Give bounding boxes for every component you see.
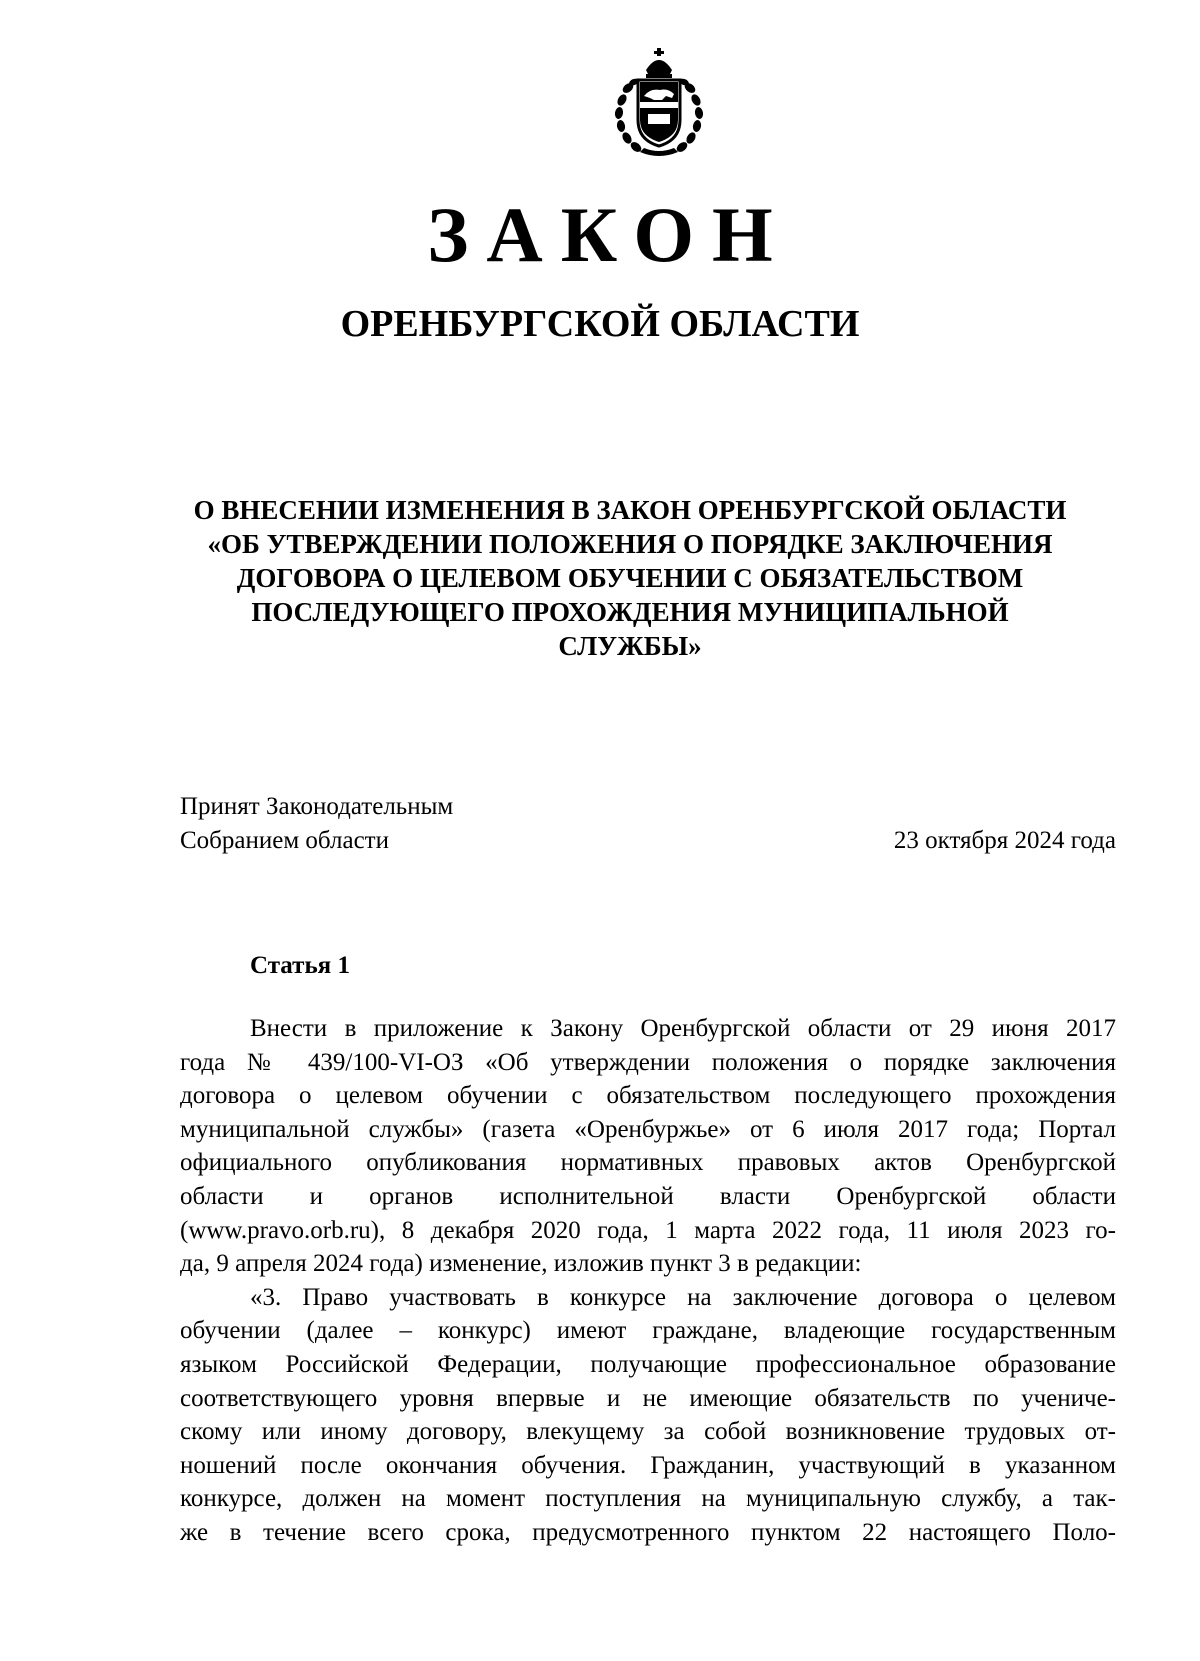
body-line: обучении (далее – конкурс) имеют граждане, владеющие государственным	[180, 1317, 1116, 1345]
law-name-line: «ОБ УТВЕРЖДЕНИИ ПОЛОЖЕНИЯ О ПОРЯДКЕ ЗАКЛЮЧЕНИЯ	[207, 529, 1053, 559]
adoption-statement	[180, 790, 453, 858]
body-line: Внести в приложение к Закону Оренбургской области от 29 июня 2017	[250, 1015, 1116, 1042]
adoption-line: Принят Законодательным	[180, 793, 454, 820]
body-line: языком Российской Федерации, получающие профессиональное образование	[180, 1350, 1116, 1378]
law-name-line: ДОГОВОРА О ЦЕЛЕВОМ ОБУЧЕНИИ С ОБЯЗАТЕЛЬСТВОМ	[236, 563, 1024, 593]
adoption-line: Собранием области	[180, 827, 389, 854]
law-name-line: ПОСЛЕДУЮЩЕГО ПРОХОЖДЕНИЯ МУНИЦИПАЛЬНОЙ	[251, 597, 1009, 627]
law-name-line: О ВНЕСЕНИИ ИЗМЕНЕНИЯ В ЗАКОН ОРЕНБУРГСКОЙ ОБЛАСТИ	[193, 495, 1067, 525]
body-line: области и органов исполнительной власти Оренбургской области	[180, 1182, 1116, 1210]
coat-of-arms-emblem	[610, 48, 708, 158]
law-name	[150, 493, 1110, 663]
body-line: (www.pravo.orb.ru), 8 декабря 2020 года, 1 марта 2022 года, 11 июля 2023 го-	[180, 1216, 1116, 1244]
body-line: конкурсе, должен на момент поступления на муниципальную службу, а так-	[180, 1485, 1116, 1513]
body-line: официального опубликования нормативных правовых актов Оренбургской	[180, 1149, 1116, 1177]
body-line: же в течение всего срока, предусмотренного пунктом 22 настоящего Поло-	[180, 1518, 1116, 1546]
body-line: скому или иному договору, влекущему за собой возникновение трудовых от-	[180, 1418, 1116, 1446]
body-line: ношений после окончания обучения. Гражданин, участвующий в указанном	[180, 1451, 1116, 1479]
body-line: муниципальной службы» (газета «Оренбуржье» от 6 июля 2017 года; Портал	[180, 1115, 1116, 1143]
document-title: ЗАКОН	[427, 191, 791, 278]
article-title: Статья 1	[250, 952, 350, 979]
document-subtitle: ОРЕНБУРГСКОЙ ОБЛАСТИ	[340, 303, 860, 345]
body-line: года № 439/100-VI-ОЗ «Об утверждении положения о порядке заключения	[180, 1048, 1116, 1076]
body-line: да, 9 апреля 2024 года) изменение, изложив пункт 3 в редакции:	[180, 1250, 862, 1278]
law-name-line: СЛУЖБЫ»	[558, 631, 702, 661]
body-line: «3. Право участвовать в конкурсе на заключение договора о целевом	[250, 1283, 1116, 1311]
body-line: договора о целевом обучении с обязательством последующего прохождения	[180, 1082, 1116, 1110]
body-line: соответствующего уровня впервые и не имеющие обязательств по учениче-	[180, 1384, 1116, 1412]
adoption-date: 23 октября 2024 года	[893, 827, 1116, 854]
article-body	[180, 1012, 1116, 1550]
